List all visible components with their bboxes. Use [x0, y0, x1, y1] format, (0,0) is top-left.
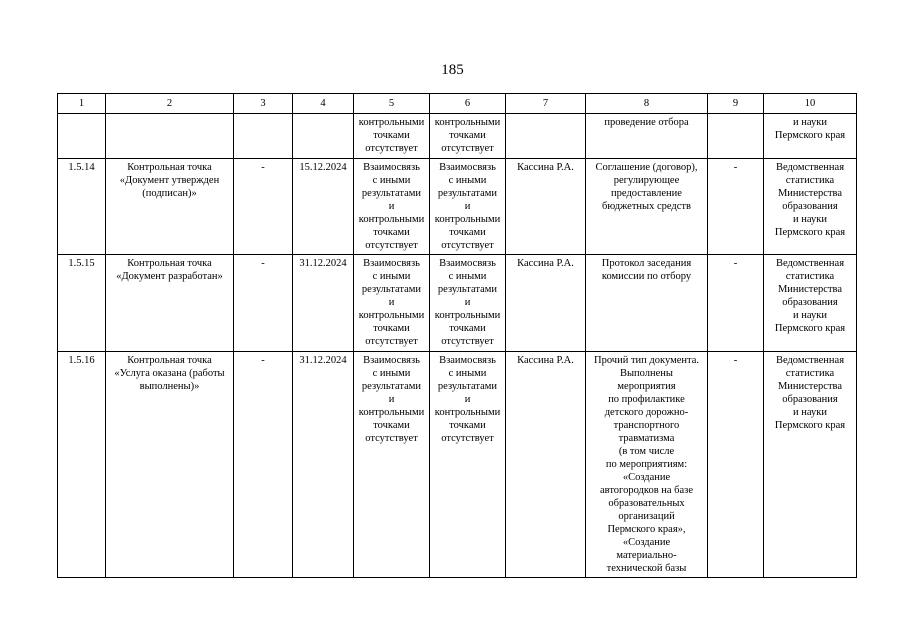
row-number: 1.5.15: [58, 255, 106, 352]
cell-line: «Создание: [622, 537, 671, 548]
cell-line: Взаимосвязь: [439, 355, 496, 366]
cell-line: и: [388, 201, 395, 212]
cell-line: детского дорожно-: [604, 407, 689, 418]
cell-line: Пермского края: [774, 323, 846, 334]
cell-line: с иными: [448, 175, 487, 186]
cell-line: с иными: [372, 368, 411, 379]
cell-line: и: [388, 394, 395, 405]
cell-line: отсутствует: [365, 433, 418, 444]
cell-line: Пермского края: [774, 420, 846, 431]
cell-line: предоставление: [611, 188, 682, 199]
cell-line: проведение отбора: [604, 117, 689, 128]
cell-line: Ведомственная: [775, 258, 845, 269]
control-point-title: [106, 255, 234, 352]
cell-line: и: [464, 394, 471, 405]
cell-line: Пермского края: [774, 227, 846, 238]
table-cell: [430, 114, 506, 159]
info-system: [764, 159, 857, 255]
cell-line: контрольными: [434, 117, 501, 128]
column-header: 2: [106, 94, 234, 114]
cell-line: бюджетных средств: [602, 201, 691, 212]
cell-line: отсутствует: [365, 336, 418, 347]
cell-line: Соглашение (договор),: [595, 162, 698, 173]
cell-line: Ведомственная: [775, 162, 845, 173]
cell-line: регулирующее: [613, 175, 680, 186]
cell-line: отсутствует: [441, 336, 494, 347]
column-header: 10: [764, 94, 857, 114]
cell-line: и: [388, 297, 395, 308]
cell-line: статистика: [785, 175, 835, 186]
document-type: [586, 255, 708, 352]
due-date: 31.12.2024: [293, 255, 354, 352]
cell-line: статистика: [785, 368, 835, 379]
table-cell: [430, 255, 506, 352]
table-cell: [708, 114, 764, 159]
cell-line: материально-: [616, 550, 677, 561]
cell-line: по мероприятиям:: [605, 459, 688, 470]
table-cell: [354, 255, 430, 352]
cell-line: Контрольная точка: [127, 162, 212, 173]
cell-line: образования: [782, 297, 838, 308]
cell-line: контрольными: [434, 407, 501, 418]
cell-line: результатами: [437, 381, 498, 392]
cell-line: отсутствует: [441, 143, 494, 154]
table-cell: -: [708, 352, 764, 578]
cell-line: результатами: [361, 284, 422, 295]
cell-line: отсутствует: [441, 240, 494, 251]
cell-line: результатами: [361, 381, 422, 392]
cell-line: и науки: [793, 310, 827, 321]
cell-line: точками: [373, 323, 410, 334]
cell-line: комиссии по отбору: [601, 271, 692, 282]
table-row: [58, 159, 857, 255]
cell-line: с иными: [448, 271, 487, 282]
cell-line: Ведомственная: [775, 355, 845, 366]
cell-line: Протокол заседания: [601, 258, 692, 269]
cell-line: статистика: [785, 271, 835, 282]
column-header: 7: [506, 94, 586, 114]
table-row: [58, 255, 857, 352]
row-number: 1.5.14: [58, 159, 106, 255]
cell-line: Министерства: [777, 381, 843, 392]
table-cell: [586, 114, 708, 159]
cell-line: контрольными: [358, 214, 425, 225]
cell-line: образования: [782, 394, 838, 405]
cell-line: Выполнены: [620, 368, 673, 379]
table-cell: -: [708, 255, 764, 352]
cell-line: организаций: [618, 511, 675, 522]
table-cell: -: [234, 352, 293, 578]
cell-line: контрольными: [434, 310, 501, 321]
cell-line: Взаимосвязь: [363, 355, 420, 366]
document-type: [586, 352, 708, 578]
cell-line: «Документ утвержден: [119, 175, 220, 186]
row-number: 1.5.16: [58, 352, 106, 578]
cell-line: контрольными: [434, 214, 501, 225]
table-cell: [354, 114, 430, 159]
column-header: 3: [234, 94, 293, 114]
cell-line: Контрольная точка: [127, 258, 212, 269]
cell-line: Министерства: [777, 284, 843, 295]
info-system: [764, 255, 857, 352]
table-cell: [354, 159, 430, 255]
cell-line: по профилактике: [608, 394, 685, 405]
table-cell: [430, 352, 506, 578]
cell-line: (подписан)»: [142, 188, 197, 199]
column-header: 6: [430, 94, 506, 114]
control-point-title: [106, 352, 234, 578]
cell-line: и науки: [793, 117, 827, 128]
table-cell: [430, 159, 506, 255]
cell-line: травматизма: [618, 433, 675, 444]
cell-line: с иными: [372, 175, 411, 186]
cell-line: и науки: [793, 407, 827, 418]
cell-line: точками: [373, 130, 410, 141]
cell-line: технической базы: [606, 563, 687, 574]
table-cell: [106, 114, 234, 159]
cell-line: Министерства: [777, 188, 843, 199]
table-cell: [293, 114, 354, 159]
table-row: [58, 352, 857, 578]
table-cell: -: [234, 255, 293, 352]
cell-line: контрольными: [358, 407, 425, 418]
cell-line: автогородков на базе: [599, 485, 693, 496]
table-cell: [764, 114, 857, 159]
cell-line: (в том числе: [618, 446, 675, 457]
cell-line: «Услуга оказана (работы: [114, 368, 225, 379]
cell-line: результатами: [437, 284, 498, 295]
cell-line: точками: [373, 227, 410, 238]
cell-line: Взаимосвязь: [363, 258, 420, 269]
cell-line: мероприятия: [617, 381, 676, 392]
cell-line: результатами: [437, 188, 498, 199]
info-system: [764, 352, 857, 578]
cell-line: точками: [449, 227, 486, 238]
column-header: 4: [293, 94, 354, 114]
document-type: [586, 159, 708, 255]
table-cell: -: [708, 159, 764, 255]
due-date: 31.12.2024: [293, 352, 354, 578]
cell-line: точками: [449, 130, 486, 141]
cell-line: Пермского края: [774, 130, 846, 141]
cell-line: результатами: [361, 188, 422, 199]
column-header: 9: [708, 94, 764, 114]
cell-line: и: [464, 201, 471, 212]
control-points-table: [57, 93, 857, 578]
cell-line: и науки: [793, 214, 827, 225]
cell-line: образования: [782, 201, 838, 212]
cell-line: контрольными: [358, 310, 425, 321]
cell-line: «Создание: [622, 472, 671, 483]
table-cell: [354, 352, 430, 578]
table-cell: [506, 114, 586, 159]
table-cell: [234, 114, 293, 159]
header-row: [58, 94, 857, 114]
column-header: 5: [354, 94, 430, 114]
page-number: 185: [441, 62, 464, 78]
cell-line: с иными: [448, 368, 487, 379]
cell-line: Пермского края»,: [607, 524, 686, 535]
cell-line: с иными: [372, 271, 411, 282]
table-cell: -: [234, 159, 293, 255]
cell-line: точками: [449, 323, 486, 334]
cell-line: точками: [373, 420, 410, 431]
due-date: 15.12.2024: [293, 159, 354, 255]
cell-line: контрольными: [358, 117, 425, 128]
column-header: 8: [586, 94, 708, 114]
control-point-title: [106, 159, 234, 255]
responsible-person: Кассина Р.А.: [506, 159, 586, 255]
cell-line: отсутствует: [441, 433, 494, 444]
cell-line: Взаимосвязь: [439, 162, 496, 173]
responsible-person: Кассина Р.А.: [506, 255, 586, 352]
cell-line: Контрольная точка: [127, 355, 212, 366]
cell-line: «Документ разработан»: [116, 271, 223, 282]
responsible-person: Кассина Р.А.: [506, 352, 586, 578]
cell-line: и: [464, 297, 471, 308]
column-header: 1: [58, 94, 106, 114]
cell-line: отсутствует: [365, 240, 418, 251]
cell-line: точками: [449, 420, 486, 431]
table-cell: [58, 114, 106, 159]
cell-line: Прочий тип документа.: [594, 355, 699, 366]
cell-line: образовательных: [608, 498, 685, 509]
cell-line: Взаимосвязь: [439, 258, 496, 269]
cell-line: отсутствует: [365, 143, 418, 154]
cell-line: Взаимосвязь: [363, 162, 420, 173]
cell-line: транспортного: [613, 420, 680, 431]
cell-line: выполнены)»: [139, 381, 200, 392]
continuation-row: [58, 114, 857, 159]
